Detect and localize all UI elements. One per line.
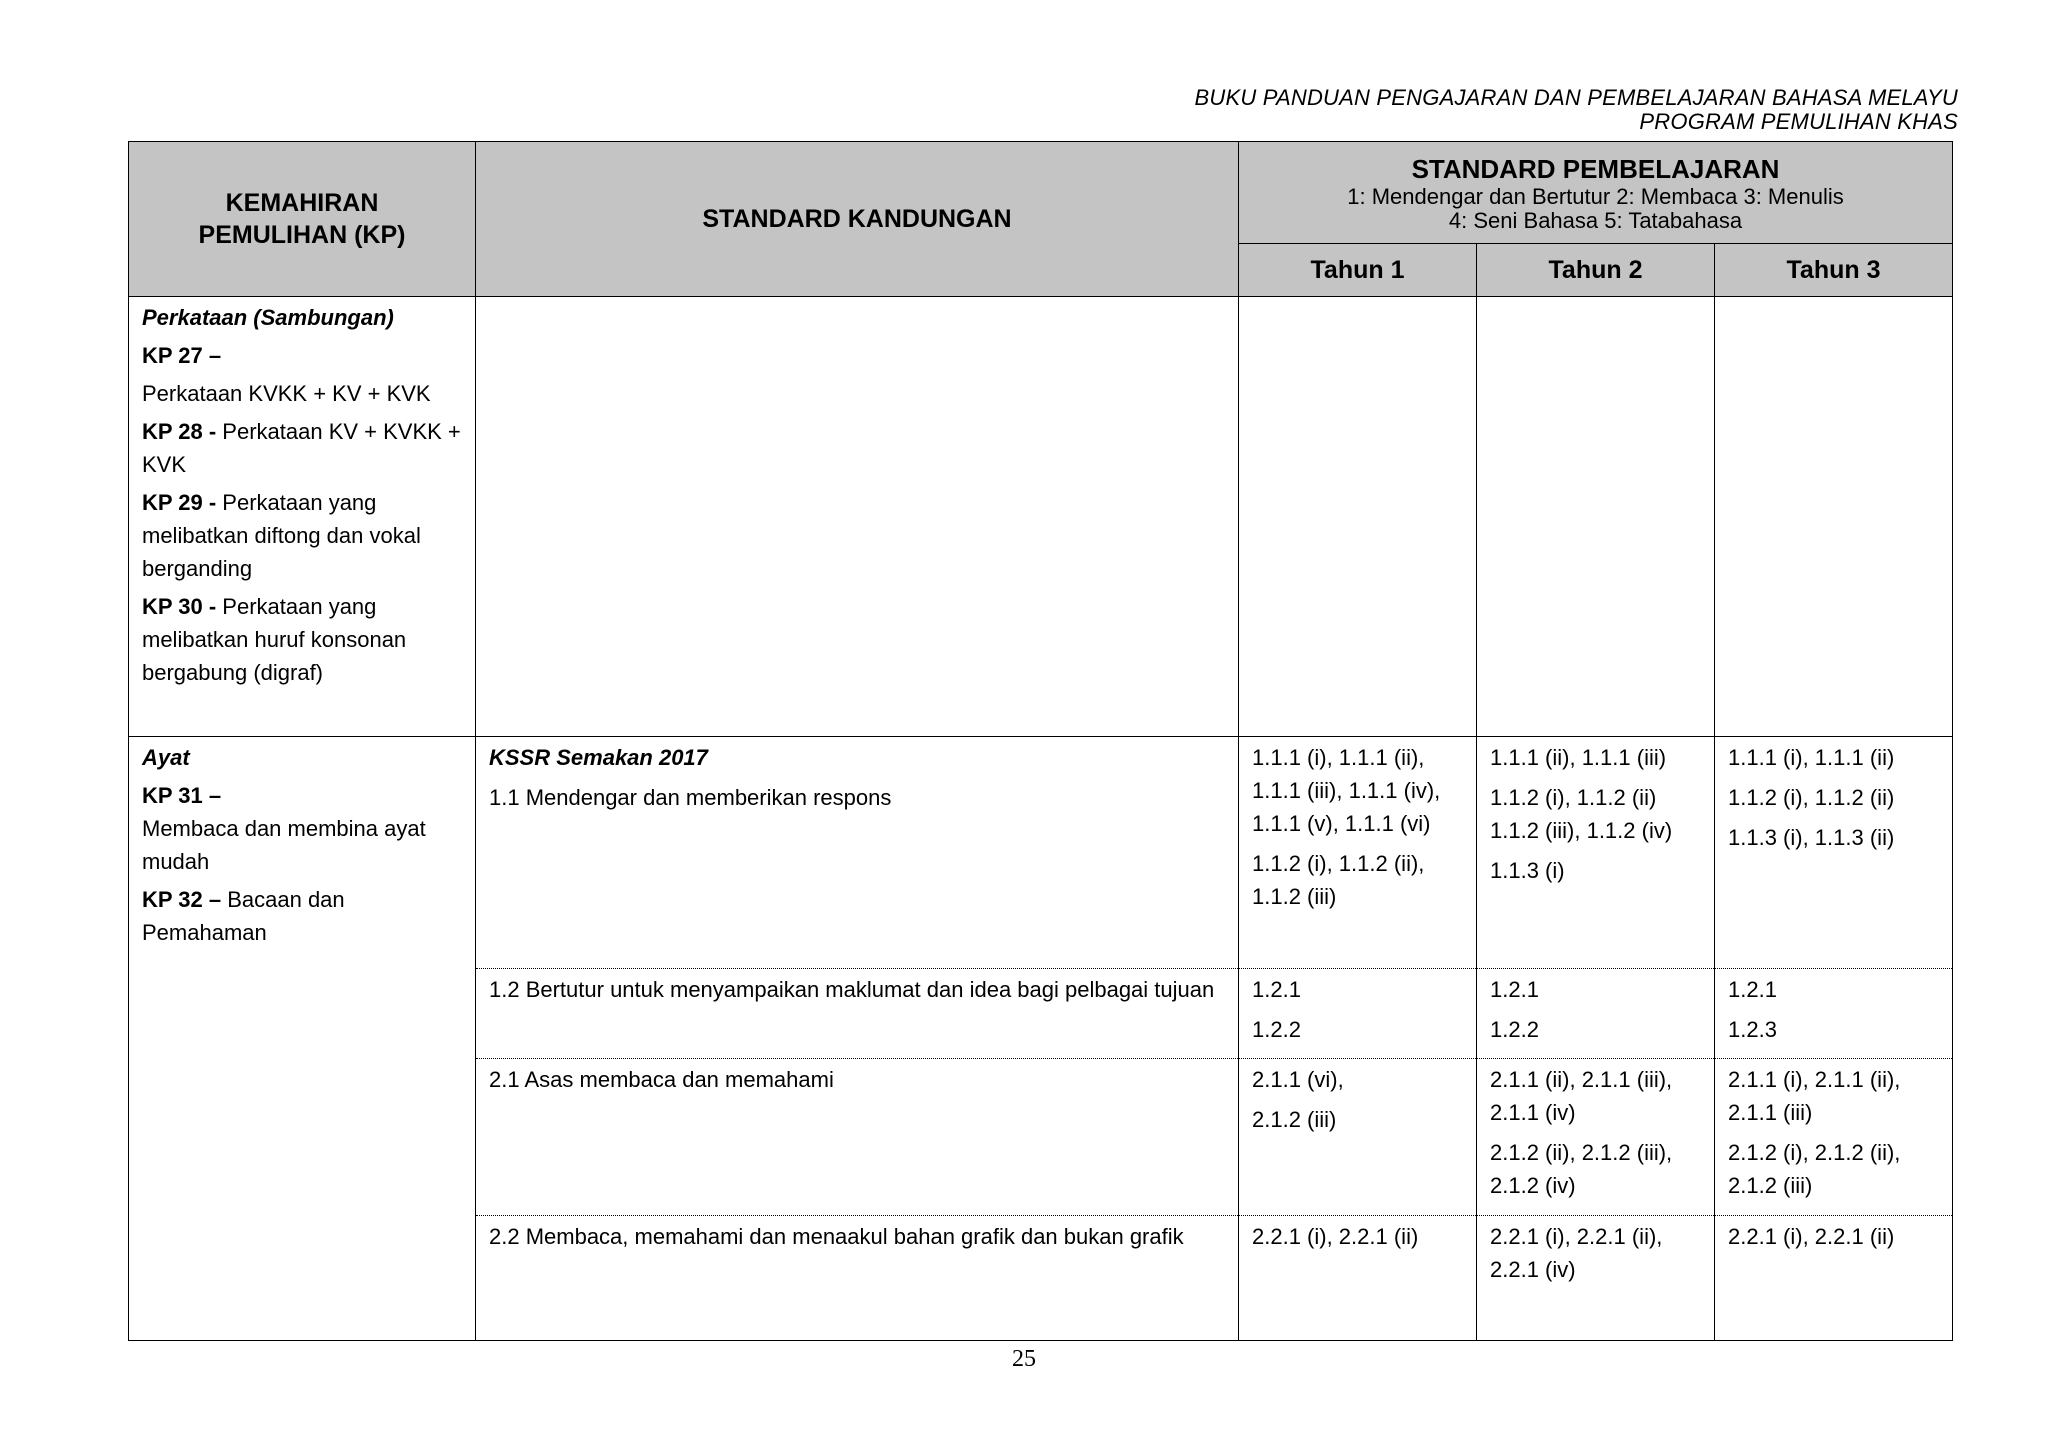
header-tahun-2: Tahun 2	[1477, 244, 1715, 297]
kp-code: KP 30 -	[142, 594, 217, 619]
kp-description: Perkataan yang melibatkan huruf konsonan bergabung (digraf)	[142, 594, 407, 685]
standard-kandungan-cell	[476, 737, 1239, 969]
empty-cell	[1477, 297, 1715, 737]
sp-value: 2.1.1 (vi),	[1252, 1067, 1344, 1092]
kp-code: KP 29 -	[142, 490, 217, 515]
kp-description: Perkataan KVKK + KV + KVK	[142, 381, 431, 406]
sp-value: 2.2.1 (i), 2.2.1 (ii)	[1728, 1224, 1895, 1249]
sp-value: 2.1.2 (ii), 2.1.2 (iii), 2.1.2 (iv)	[1490, 1140, 1673, 1198]
tahun-2-cell	[1477, 737, 1715, 969]
kp-cell-ayat	[129, 737, 476, 1341]
tahun-2-cell	[1477, 1059, 1715, 1216]
tahun-1-cell	[1239, 737, 1477, 969]
sp-value: 1.1.3 (i), 1.1.3 (ii)	[1728, 825, 1895, 850]
standard-kandungan-cell	[476, 1216, 1239, 1341]
tahun-3-cell	[1715, 1216, 1953, 1341]
tahun-2-cell	[1477, 1216, 1715, 1341]
sp-value: 1.2.1	[1490, 977, 1539, 1002]
standard-kandungan-text: 2.2 Membaca, memahami dan menaakul bahan grafik dan bukan grafik	[489, 1224, 1184, 1249]
kp-description: Perkataan KV + KVKK + KVK	[142, 419, 461, 477]
sp-value: 2.2.1 (i), 2.2.1 (ii), 2.2.1 (iv)	[1490, 1224, 1663, 1282]
tahun-1-cell	[1239, 1216, 1477, 1341]
kp-code: KP 27 –	[142, 343, 222, 368]
kp-cell-perkataan	[129, 297, 476, 737]
curriculum-table	[128, 141, 1953, 1341]
header-kemahiran-pemulihan: KEMAHIRAN PEMULIHAN (KP)	[129, 142, 476, 297]
standard-pembelajaran-title: STANDARD PEMBELAJARAN	[1411, 153, 1780, 184]
sp-value: 2.1.2 (iii)	[1252, 1107, 1337, 1132]
sp-value: 1.2.2	[1490, 1017, 1539, 1042]
section-title: Perkataan (Sambungan)	[142, 305, 394, 330]
empty-cell	[1239, 297, 1477, 737]
standard-kandungan-cell	[476, 969, 1239, 1059]
sp-value: 2.2.1 (i), 2.2.1 (ii)	[1252, 1224, 1419, 1249]
sp-value: 2.1.2 (i), 2.1.2 (ii), 2.1.2 (iii)	[1728, 1140, 1901, 1198]
document-header	[1195, 86, 1958, 134]
kp-description: Perkataan yang melibatkan diftong dan vokal berganding	[142, 490, 421, 581]
tahun-1-cell	[1239, 969, 1477, 1059]
kp-description: Membaca dan membina ayat mudah	[142, 816, 426, 874]
kp-code: KP 31 –	[142, 783, 222, 808]
header-standard-pembelajaran	[1239, 142, 1953, 244]
standard-pembelajaran-legend-1: 1: Mendengar dan Bertutur 2: Membaca 3: Menulis	[1347, 183, 1844, 209]
header-standard-kandungan: STANDARD KANDUNGAN	[476, 142, 1239, 297]
table-row	[129, 297, 1953, 737]
empty-cell	[1715, 297, 1953, 737]
sp-value: 1.1.1 (i), 1.1.1 (ii), 1.1.1 (iii), 1.1.1 (iv), 1.1.1 (v), 1.1.1 (vi)	[1252, 745, 1441, 836]
tahun-3-cell	[1715, 737, 1953, 969]
kssr-label: KSSR Semakan 2017	[489, 745, 708, 770]
standard-kandungan-text: 1.2 Bertutur untuk menyampaikan maklumat dan idea bagi pelbagai tujuan	[489, 977, 1215, 1002]
tahun-3-cell	[1715, 969, 1953, 1059]
sp-value: 2.1.1 (ii), 2.1.1 (iii), 2.1.1 (iv)	[1490, 1067, 1673, 1125]
sp-value: 1.1.2 (i), 1.1.2 (ii)	[1728, 785, 1895, 810]
sp-value: 1.2.1	[1728, 977, 1777, 1002]
tahun-2-cell	[1477, 969, 1715, 1059]
kp-description: Bacaan dan Pemahaman	[142, 887, 345, 945]
section-title: Ayat	[142, 745, 190, 770]
header-tahun-1: Tahun 1	[1239, 244, 1477, 297]
header-title: BUKU PANDUAN PENGAJARAN DAN PEMBELAJARAN BAHASA MELAYU	[1194, 85, 1958, 110]
page-number: 25	[1012, 1346, 1036, 1372]
sp-value: 2.1.1 (i), 2.1.1 (ii), 2.1.1 (iii)	[1728, 1067, 1901, 1125]
standard-pembelajaran-legend-2: 4: Seni Bahasa 5: Tatabahasa	[1448, 207, 1743, 233]
sp-value: 1.1.2 (i), 1.1.2 (ii), 1.1.2 (iii)	[1252, 851, 1425, 909]
table-row	[129, 737, 1953, 969]
sp-value: 1.1.2 (i), 1.1.2 (ii) 1.1.2 (iii), 1.1.2 (iv)	[1490, 785, 1673, 843]
sp-value: 1.2.3	[1728, 1017, 1777, 1042]
tahun-1-cell	[1239, 1059, 1477, 1216]
sp-value: 1.1.1 (ii), 1.1.1 (iii)	[1490, 745, 1667, 770]
header-tahun-3: Tahun 3	[1715, 244, 1953, 297]
standard-kandungan-cell	[476, 1059, 1239, 1216]
empty-cell	[476, 297, 1239, 737]
sp-value: 1.2.2	[1252, 1017, 1301, 1042]
sp-value: 1.1.3 (i)	[1490, 858, 1565, 883]
sp-value: 1.2.1	[1252, 977, 1301, 1002]
tahun-3-cell	[1715, 1059, 1953, 1216]
kp-code: KP 32 –	[142, 887, 222, 912]
sp-value: 1.1.1 (i), 1.1.1 (ii)	[1728, 745, 1895, 770]
standard-kandungan-text: 1.1 Mendengar dan memberikan respons	[489, 785, 892, 810]
standard-kandungan-text: 2.1 Asas membaca dan memahami	[489, 1067, 834, 1092]
header-subtitle: PROGRAM PEMULIHAN KHAS	[1639, 109, 1958, 134]
kp-code: KP 28 -	[142, 419, 217, 444]
